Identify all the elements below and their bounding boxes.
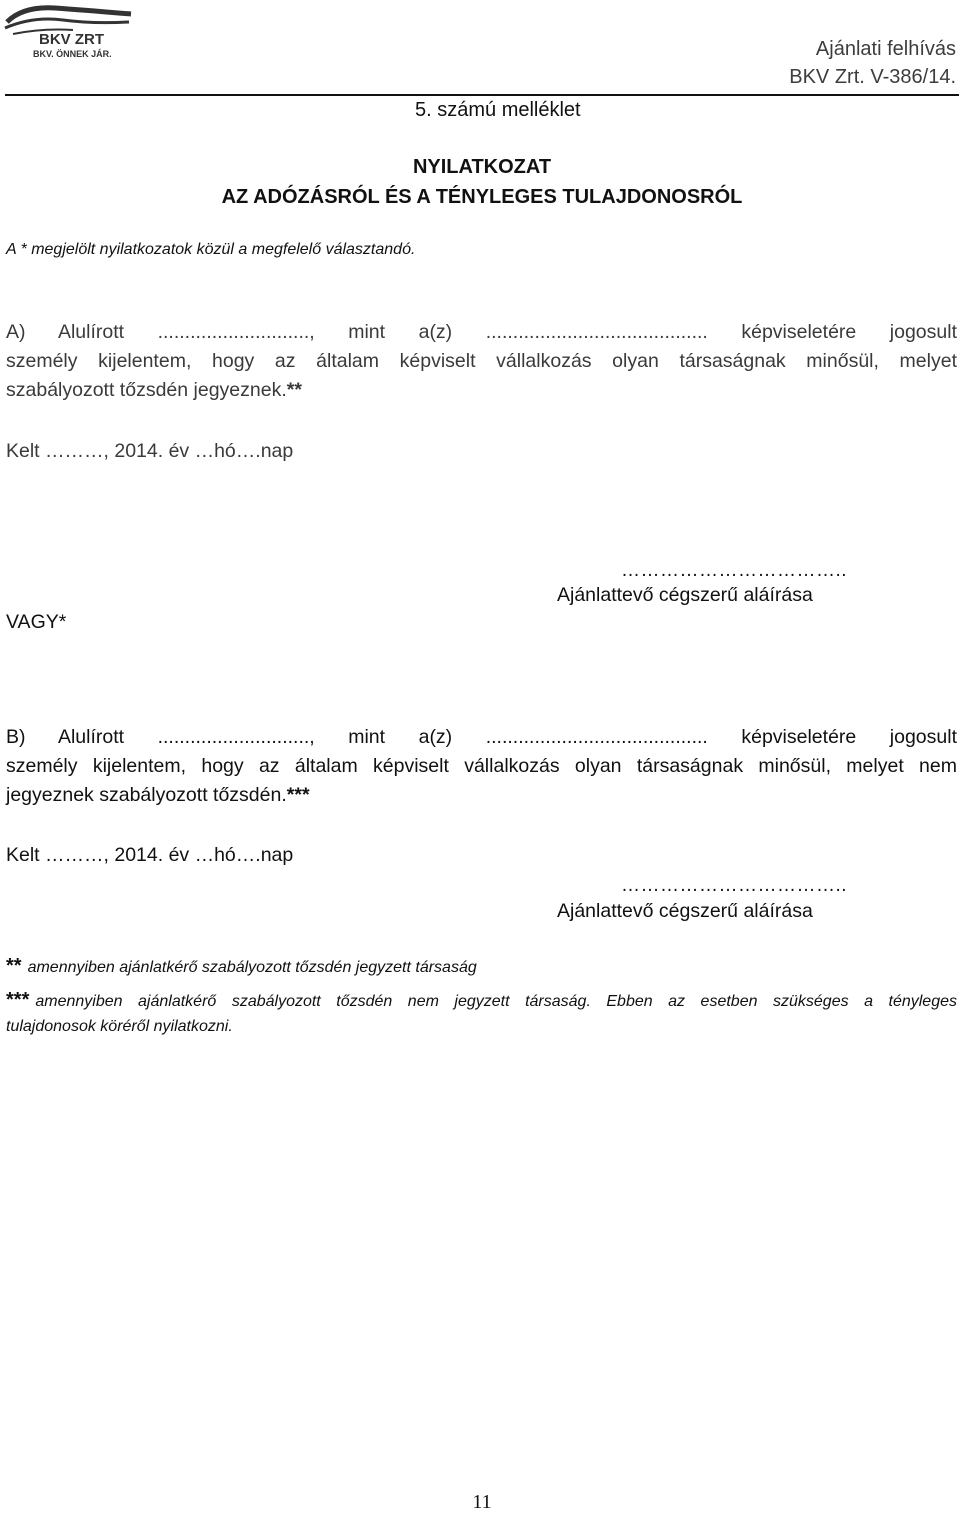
section-a-line-3 <box>6 376 957 405</box>
or-separator: VAGY* <box>6 611 67 633</box>
section-b-line-3-text: jegyeznek szabályozott tőzsdén. <box>6 784 287 806</box>
document-subtitle: AZ ADÓZÁSRÓL ÉS A TÉNYLEGES TULAJDONOSRÓL <box>221 186 743 208</box>
section-a-signature-line: …………………………….. <box>621 560 848 581</box>
annex-label: 5. számú melléklet <box>415 99 581 121</box>
section-b-line-3 <box>6 781 957 810</box>
page-number: 11 <box>472 1491 492 1513</box>
section-a-kelt: Kelt ………, 2014. év …hó….nap <box>6 440 294 462</box>
footnote-2-line-2: tulajdonosok köréről nyilatkozni. <box>6 1018 233 1035</box>
footnote-2-mark: *** <box>6 989 30 1011</box>
logo-text: BKV ZRT <box>39 31 104 48</box>
section-b-line-1: B) Alulírott ............................, mint a(z) ......................................... képviseletére jogosult <box>6 726 957 748</box>
section-a-marker: ** <box>286 379 302 401</box>
section-b-line-2: személy kijelentem, hogy az általam képviselt vállalkozás olyan társaságnak minősül, melyet nem <box>6 755 957 777</box>
bkv-logo <box>3 0 133 62</box>
section-b-marker: *** <box>286 784 310 806</box>
section-a-statement <box>6 318 957 405</box>
section-b-kelt: Kelt ………, 2014. év …hó….nap <box>6 844 294 866</box>
logo-slogan: BKV. ÖNNEK JÁR. <box>33 49 112 59</box>
footnote-1-mark: ** <box>6 955 22 977</box>
header-doc-type: Ajánlati felhívás <box>815 38 956 60</box>
section-a-signature-label: Ajánlattevő cégszerű aláírása <box>557 584 813 606</box>
header-doc-ref: BKV Zrt. V-386/14. <box>789 66 956 88</box>
section-a-line-3-text: szabályozott tőzsdén jegyeznek. <box>6 379 287 401</box>
footnote-2-line-1-text: amennyiben ajánlatkérő szabályozott tőzsdén nem jegyzett társaság. Ebben az esetben szükséges a tényleges <box>35 993 957 1010</box>
section-b-signature-label: Ajánlattevő cégszerű aláírása <box>557 900 813 922</box>
header-divider <box>5 94 959 96</box>
section-b-statement <box>6 723 957 810</box>
document-title: NYILATKOZAT <box>412 156 552 178</box>
footnote-2 <box>6 988 957 1039</box>
footnote-1-text: amennyiben ajánlatkérő szabályozott tőzsdén jegyzett társaság <box>27 959 477 976</box>
footnote-1 <box>6 955 477 978</box>
bkv-logo-mark <box>3 0 133 62</box>
instruction-note: A * megjelölt nyilatkozatok közül a megfelelő választandó. <box>6 241 416 258</box>
section-a-line-1: A) Alulírott ............................, mint a(z) ......................................... képviseletére jogosult <box>6 321 957 343</box>
footnote-2-line-1 <box>6 988 957 1014</box>
section-b-signature-line: …………………………….. <box>621 875 848 896</box>
section-a-line-2: személy kijelentem, hogy az általam képviselt vállalkozás olyan társaságnak minősül, melyet <box>6 350 957 372</box>
